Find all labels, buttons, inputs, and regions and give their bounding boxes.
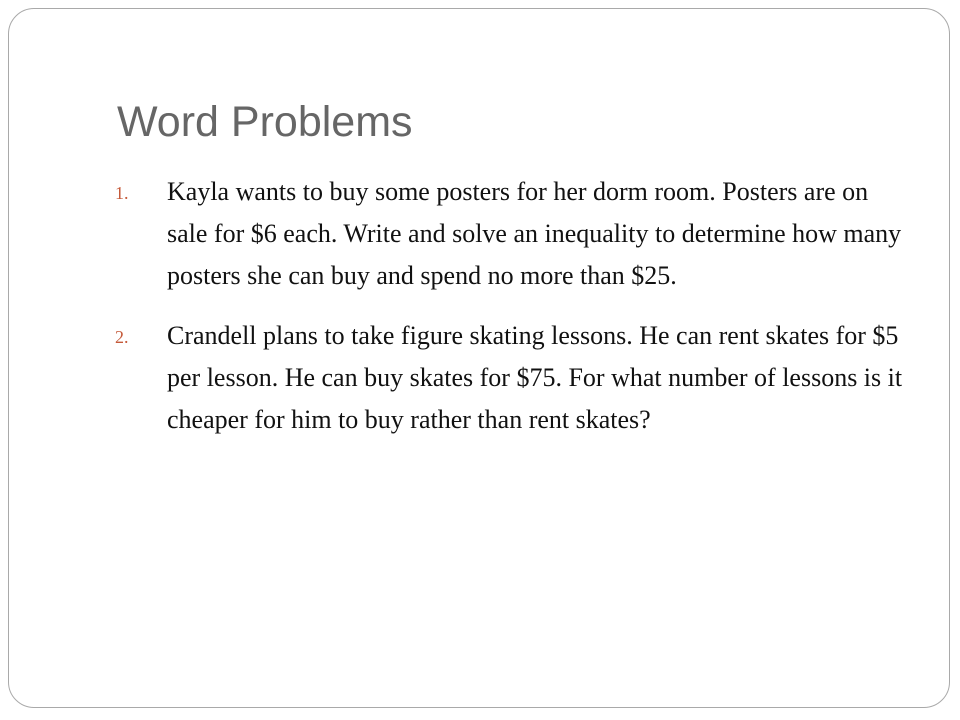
problem-item-1 — [115, 171, 915, 297]
problem-number-2: 2. — [115, 327, 129, 347]
problem-item-2 — [115, 315, 915, 441]
slide-frame — [8, 8, 950, 708]
problem-text-2: Crandell plans to take figure skating lessons. He can rent skates for $5 per lesson. He can buy skates for $75. For what number of lessons is it cheaper for him to buy rather than rent skates? — [167, 321, 903, 434]
problem-text-1: Kayla wants to buy some posters for her dorm room. Posters are on sale for $6 each. Write and solve an inequality to determine how many posters she can buy and spend no more than $25. — [167, 177, 902, 290]
slide-title: Word Problems — [117, 98, 413, 146]
problem-list — [115, 171, 915, 459]
problem-number-1: 1. — [115, 183, 129, 203]
